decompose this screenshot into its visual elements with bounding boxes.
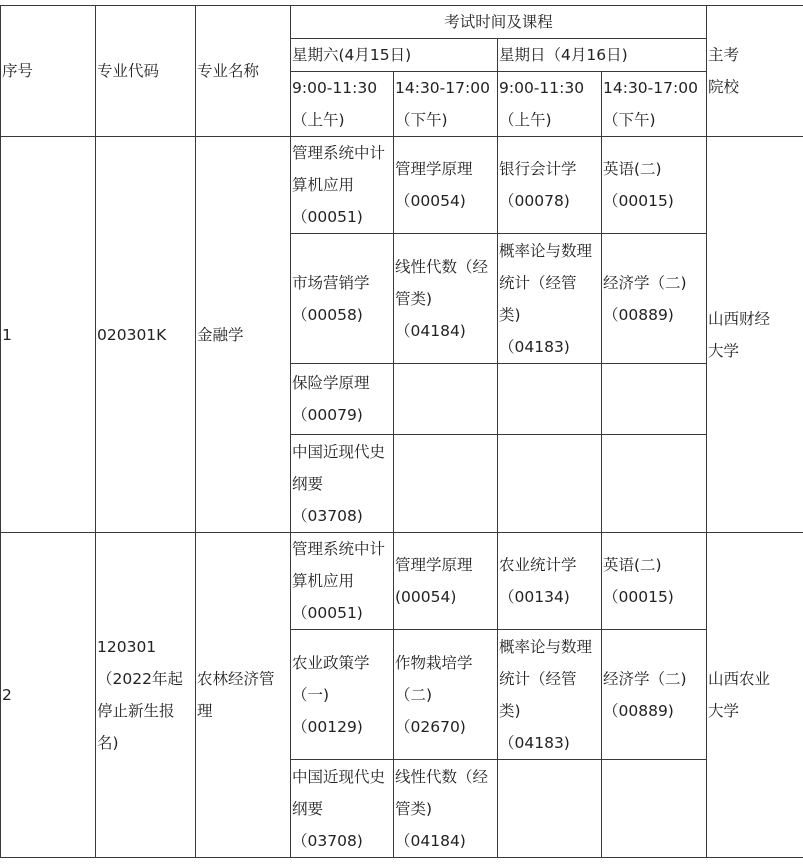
course-cell [291,760,394,858]
course-line: 概率论与数理 [499,637,593,656]
course-line: 中国近现代史 [292,767,386,786]
header-slot [602,72,707,137]
row-school [707,533,803,858]
course-line: 纲要 [292,799,324,818]
course-line: （03708) [292,506,363,525]
row-seq: 2 [1,533,96,858]
row-code [96,533,196,858]
course-cell [602,137,707,234]
row-major-name [196,533,291,858]
course-line: 经济学（二) [603,273,687,292]
course-line: （00079) [292,406,363,424]
code-line: 停止新生报 [97,702,175,720]
course-line: （00015) [603,588,674,606]
slot-period: （下午) [395,111,448,129]
course-line: （02670) [395,717,466,736]
header-name: 专业名称 [196,6,291,137]
name-line: 理 [197,702,213,720]
course-line: （00889) [603,305,674,324]
course-cell [498,533,602,630]
course-line: （03708) [292,831,363,850]
course-cell [291,234,394,364]
course-line: 线性代数（经 [395,257,489,276]
course-line: 管理系统中计 [292,540,386,558]
course-line: 统计（经管 [499,273,577,292]
course-line: （00078) [499,192,570,210]
header-main-school-line: 主考 [708,46,740,64]
course-cell [291,137,394,234]
course-cell [291,435,394,533]
empty-cell [498,760,602,858]
course-line: （00015) [603,192,674,210]
course-cell [498,234,602,364]
course-cell [291,364,394,435]
course-cell [394,137,498,234]
school-line: 山西农业 [708,670,771,688]
course-cell [498,630,602,760]
exam-schedule-table [0,5,803,858]
course-line: （04184) [395,321,466,340]
course-line: 管理系统中计 [292,144,386,162]
slot-time: 14:30-17:00 [603,79,698,97]
header-exam-time: 考试时间及课程 [291,6,707,39]
course-cell [602,533,707,630]
course-line: （二) [395,685,433,704]
course-line: 作物栽培学 [395,653,473,672]
header-seq: 序号 [1,6,96,137]
course-line: 统计（经管 [499,669,577,688]
course-line: 管理学原理 [395,556,473,574]
name-line: 金融学 [197,325,244,344]
course-line: 市场营销学 [292,273,370,292]
row-major-name [196,137,291,533]
course-line: （00058) [292,305,363,324]
school-line: 大学 [708,702,740,720]
course-line: 管理学原理 [395,160,473,178]
course-line: （04184) [395,831,466,850]
course-line: 类) [499,701,521,720]
header-slot [291,72,394,137]
code-line: 020301K [97,325,167,344]
course-line: 管类) [395,799,433,818]
empty-cell [602,364,707,435]
header-saturday: 星期六(4月15日) [291,39,498,72]
course-line: 银行会计学 [499,160,577,178]
header-slot [394,72,498,137]
course-line: 线性代数（经 [395,767,489,786]
empty-cell [498,435,602,533]
empty-cell [394,364,498,435]
slot-period: （上午) [292,111,345,129]
course-line: 算机应用 [292,572,355,590]
code-line: 120301 [97,638,157,656]
course-line: 纲要 [292,474,324,493]
course-cell [394,234,498,364]
course-line: （00051) [292,604,363,622]
school-line: 大学 [708,341,740,360]
course-line: （一) [292,685,330,704]
course-cell [291,630,394,760]
slot-time: 9:00-11:30 [499,79,585,97]
course-cell [291,533,394,630]
course-line: （00134) [499,588,570,606]
course-line: 保险学原理 [292,374,370,392]
course-line: （00051) [292,208,363,226]
code-line: 名) [97,734,119,752]
slot-period: （上午) [499,111,552,129]
header-main-school [707,6,803,137]
course-cell [602,630,707,760]
code-line: （2022年起 [97,670,183,688]
empty-cell [394,435,498,533]
course-cell [394,630,498,760]
course-cell [394,533,498,630]
course-cell [498,137,602,234]
empty-cell [602,435,707,533]
row-code [96,137,196,533]
course-line: 管类) [395,289,433,308]
course-line: (00054) [395,588,457,606]
course-line: 英语(二) [603,160,662,178]
course-line: 农业统计学 [499,556,577,574]
course-line: 算机应用 [292,176,355,194]
course-line: 农业政策学 [292,653,370,672]
course-line: （00129) [292,717,363,736]
row-school [707,137,803,533]
header-slot [498,72,602,137]
school-line: 山西财经 [708,309,771,328]
row-seq: 1 [1,137,96,533]
course-line: （00889) [603,701,674,720]
name-line: 农林经济管 [197,670,275,688]
course-line: 中国近现代史 [292,442,386,461]
slot-time: 14:30-17:00 [395,79,490,97]
course-line: 类) [499,305,521,324]
slot-time: 9:00-11:30 [292,79,378,97]
empty-cell [498,364,602,435]
course-cell [602,234,707,364]
course-cell [394,760,498,858]
course-line: （04183) [499,337,570,356]
course-line: （00054) [395,192,466,210]
header-main-school-line: 院校 [708,78,740,96]
course-line: 概率论与数理 [499,241,593,260]
course-line: 英语(二) [603,556,662,574]
empty-cell [602,760,707,858]
header-sunday: 星期日（4月16日) [498,39,707,72]
slot-period: （下午) [603,111,656,129]
header-code: 专业代码 [96,6,196,137]
course-line: （04183) [499,733,570,752]
course-line: 经济学（二) [603,669,687,688]
